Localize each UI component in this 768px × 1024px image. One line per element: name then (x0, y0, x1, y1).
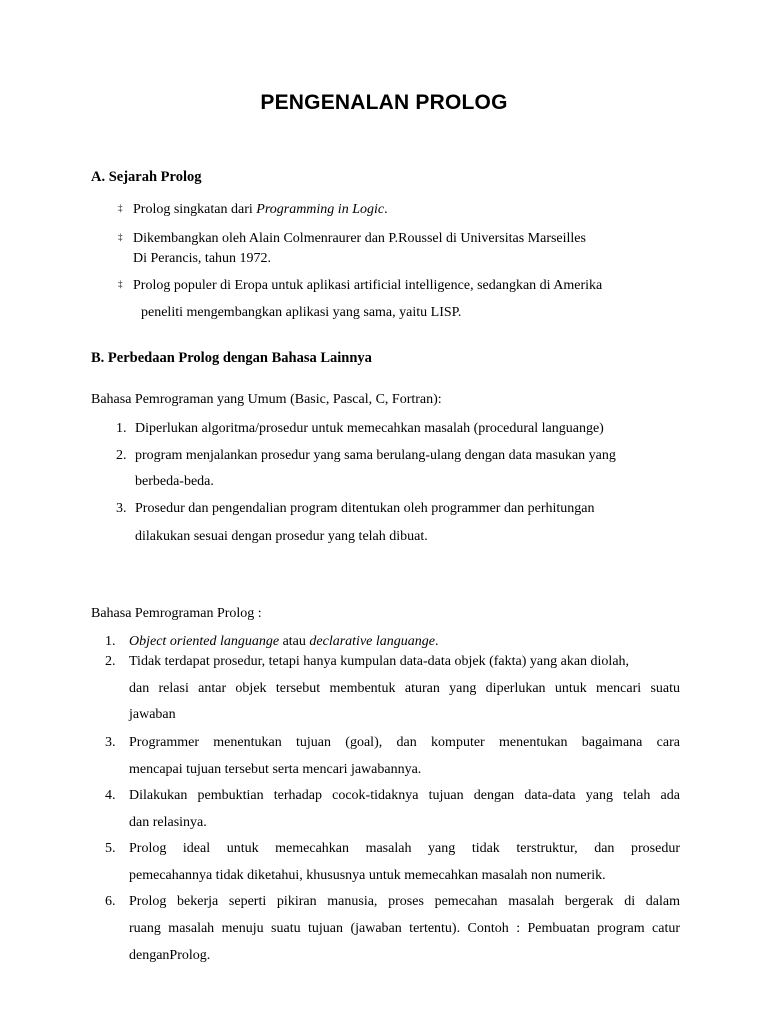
general-languages-intro: Bahasa Pemrograman yang Umum (Basic, Pascal, C, Fortran): (91, 392, 442, 407)
section-b-heading: B. Perbedaan Prolog dengan Bahasa Lainnya (91, 350, 372, 366)
general-item-3-line-2: dilakukan sesuai dengan prosedur yang telah dibuat. (135, 529, 428, 544)
prolog-item-6-line-3: denganProlog. (129, 948, 211, 963)
bullet-item-2-line-2: Di Perancis, tahun 1972. (133, 251, 272, 266)
bullet-italic-text: Programming in Logic (256, 202, 385, 217)
page-title: PENGENALAN PROLOG (260, 91, 508, 114)
prolog-item-6-line-2: ruang masalah menuju suatu tujuan (jawaban tertentu). Contoh : Pembuatan program catur (129, 921, 680, 936)
prolog-item-3-line-2: mencapai tujuan tersebut serta mencari jawabannya. (129, 762, 422, 777)
prolog-item-1-end: . (434, 634, 439, 649)
bullet-text: Prolog singkatan dari (133, 202, 257, 217)
bullet-icon: ‡ (118, 279, 123, 289)
general-item-2-line-1: program menjalankan prosedur yang sama berulang-ulang dengan data masukan yang (135, 448, 616, 463)
list-number: 2. (116, 448, 127, 463)
list-number: 1. (105, 634, 116, 649)
prolog-item-1 (129, 634, 438, 650)
bullet-item-3-line-2: peneliti mengembangkan aplikasi yang sama, yaitu LISP. (141, 305, 462, 320)
list-number: 3. (116, 501, 127, 516)
bullet-icon: ‡ (118, 232, 123, 242)
general-item-1-line-1: Diperlukan algoritma/prosedur untuk memecahkan masalah (procedural languange) (135, 421, 604, 436)
bullet-text-end: . (384, 202, 388, 217)
prolog-item-1-italic-a: Object oriented languange (129, 634, 280, 649)
prolog-item-3-line-1: Programmer menentukan tujuan (goal), dan komputer menentukan bagaimana cara (129, 735, 680, 750)
bullet-item-3-line-1: Prolog populer di Eropa untuk aplikasi artificial intelligence, sedangkan di Amerika (133, 278, 603, 293)
section-a-heading: A. Sejarah Prolog (91, 169, 202, 185)
prolog-item-2-line-2: dan relasi antar objek tersebut membentuk aturan yang diperlukan untuk mencari suatu (129, 681, 680, 696)
general-item-3-line-1: Prosedur dan pengendalian program ditentukan oleh programmer dan perhitungan (135, 501, 595, 516)
general-item-2-line-2: berbeda-beda. (135, 474, 214, 489)
list-number: 4. (105, 788, 116, 803)
list-number: 1. (116, 421, 127, 436)
prolog-item-2-line-3: jawaban (129, 707, 176, 722)
list-number: 5. (105, 841, 116, 856)
prolog-languages-intro: Bahasa Pemrograman Prolog : (91, 606, 262, 621)
prolog-item-5-line-2: pemecahannya tidak diketahui, khususnya untuk memecahkan masalah non numerik. (129, 868, 606, 883)
list-number: 2. (105, 654, 116, 669)
prolog-item-1-italic-b: declarative languange (309, 634, 435, 649)
prolog-item-5-line-1: Prolog ideal untuk memecahkan masalah yang tidak terstruktur, dan prosedur (129, 841, 680, 856)
list-number: 6. (105, 894, 116, 909)
prolog-item-1-mid: atau (279, 634, 310, 649)
prolog-item-6-line-1: Prolog bekerja seperti pikiran manusia, proses pemecahan masalah bergerak di dalam (129, 894, 680, 909)
bullet-item-2-line-1: Dikembangkan oleh Alain Colmenraurer dan P.Roussel di Universitas Marseilles (133, 231, 586, 246)
bullet-icon: ‡ (118, 203, 123, 213)
list-number: 3. (105, 735, 116, 750)
bullet-item-1 (133, 202, 388, 218)
prolog-item-2-line-1: Tidak terdapat prosedur, tetapi hanya kumpulan data-data objek (fakta) yang akan diolah, (129, 654, 630, 669)
prolog-item-4-line-2: dan relasinya. (129, 815, 207, 830)
prolog-item-4-line-1: Dilakukan pembuktian terhadap cocok-tidaknya tujuan dengan data-data yang telah ada (129, 788, 680, 803)
